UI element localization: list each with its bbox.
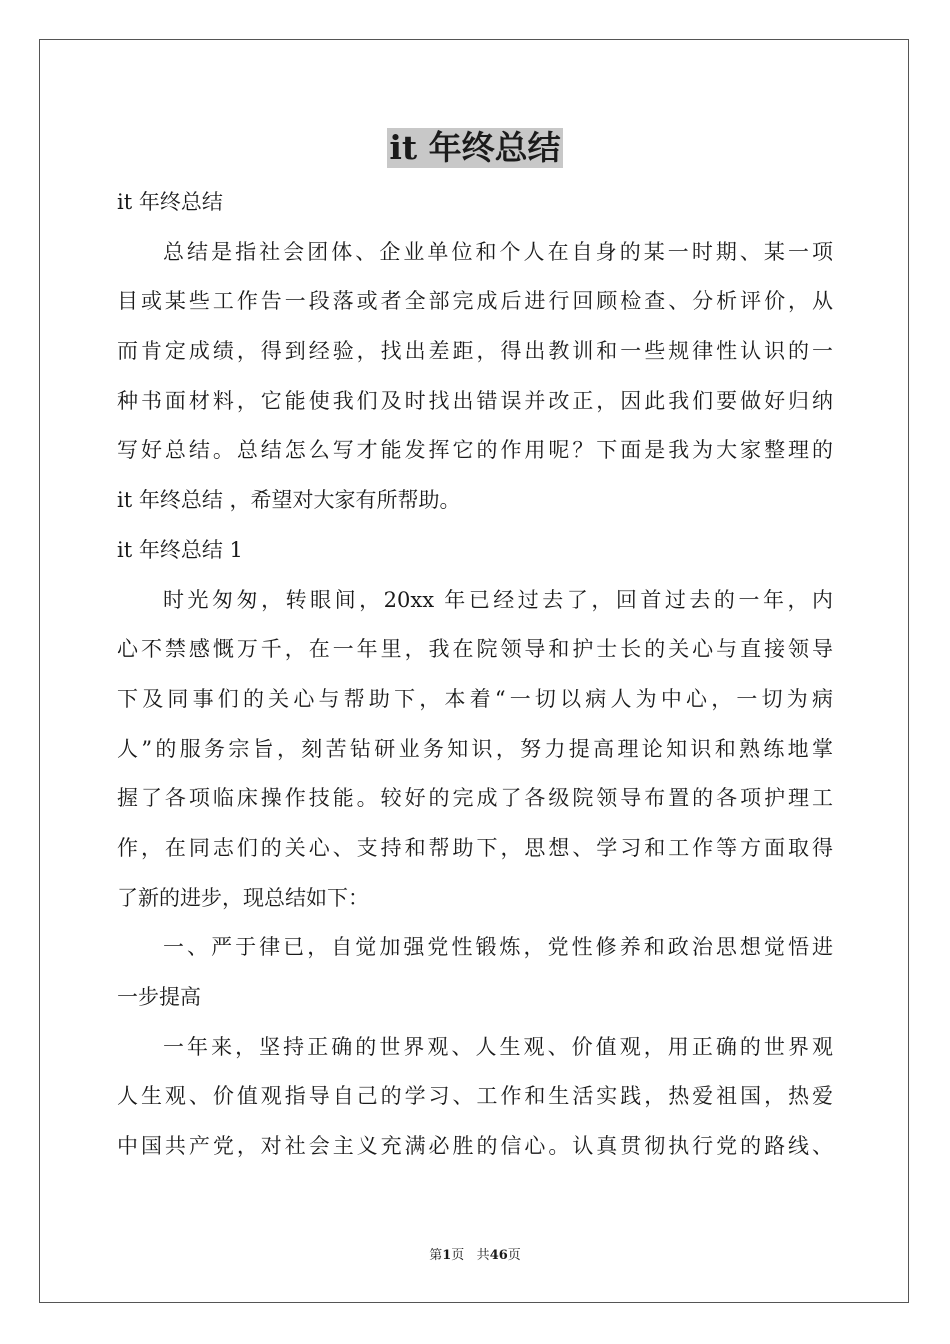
body-line: it 年终总结 ，希望对大家有所帮助。 — [117, 488, 461, 513]
body-line: 心不禁感慨万千，在一年里，我在院领导和护士长的关心与直接领导 — [117, 637, 833, 662]
body-line: 下及同事们的关心与帮助下，本着“一切以病人为中心，一切为病 — [117, 686, 833, 711]
total-prefix: 共 — [476, 1248, 490, 1263]
body-line: 一年来，坚持正确的世界观、人生观、价值观，用正确的世界观 — [163, 1034, 833, 1059]
body-line: 人”的服务宗旨，刻苦钻研业务知识，努力提高理论知识和熟练地掌 — [117, 736, 833, 761]
body-line: 了新的进步，现总结如下： — [117, 885, 369, 910]
body-line: 总结是指社会团体、企业单位和个人在自身的某一时期、某一项 — [163, 239, 833, 264]
total-suffix: 页 — [507, 1248, 521, 1263]
document-body — [117, 178, 833, 1172]
page-footer — [0, 1247, 950, 1265]
page-suffix: 页 — [451, 1248, 465, 1263]
body-lines — [117, 228, 833, 1172]
body-line: 一、严于律已，自觉加强党性锻炼，党性修养和政治思想觉悟进 — [163, 935, 833, 960]
body-line: 人生观、价值观指导自己的学习、工作和生活实践，热爱祖国，热爱 — [117, 1084, 833, 1109]
body-line: 目或某些工作告一段落或者全部完成后进行回顾检查、分析评价，从 — [117, 289, 833, 314]
body-line: 时光匆匆，转眼间，20xx 年已经过去了，回首过去的一年，内 — [163, 587, 833, 612]
body-line: 握了各项临床操作技能。较好的完成了各级院领导布置的各项护理工 — [117, 786, 833, 811]
document-title: it 年终总结 — [389, 128, 561, 167]
body-line: 种书面材料，它能使我们及时找出错误并改正，因此我们要做好归纳 — [117, 388, 833, 413]
body-line: 写好总结。总结怎么写才能发挥它的作用呢？下面是我为大家整理的 — [117, 438, 833, 463]
body-line: 一步提高 — [117, 985, 201, 1009]
body-line: 而肯定成绩，得到经验，找出差距，得出教训和一些规律性认识的一 — [117, 339, 833, 364]
total-pages: 46 — [489, 1248, 508, 1263]
title-container — [0, 128, 950, 168]
page-prefix: 第 — [429, 1248, 443, 1263]
body-line: 中国共产党，对社会主义充满必胜的信心。认真贯彻执行党的路线、 — [117, 1134, 833, 1159]
document-subtitle: it 年终总结 — [117, 190, 223, 214]
page-number: 1 — [442, 1248, 452, 1263]
body-line: it 年终总结 1 — [117, 537, 243, 562]
body-line: 作，在同志们的关心、支持和帮助下，思想、学习和工作等方面取得 — [117, 835, 833, 860]
